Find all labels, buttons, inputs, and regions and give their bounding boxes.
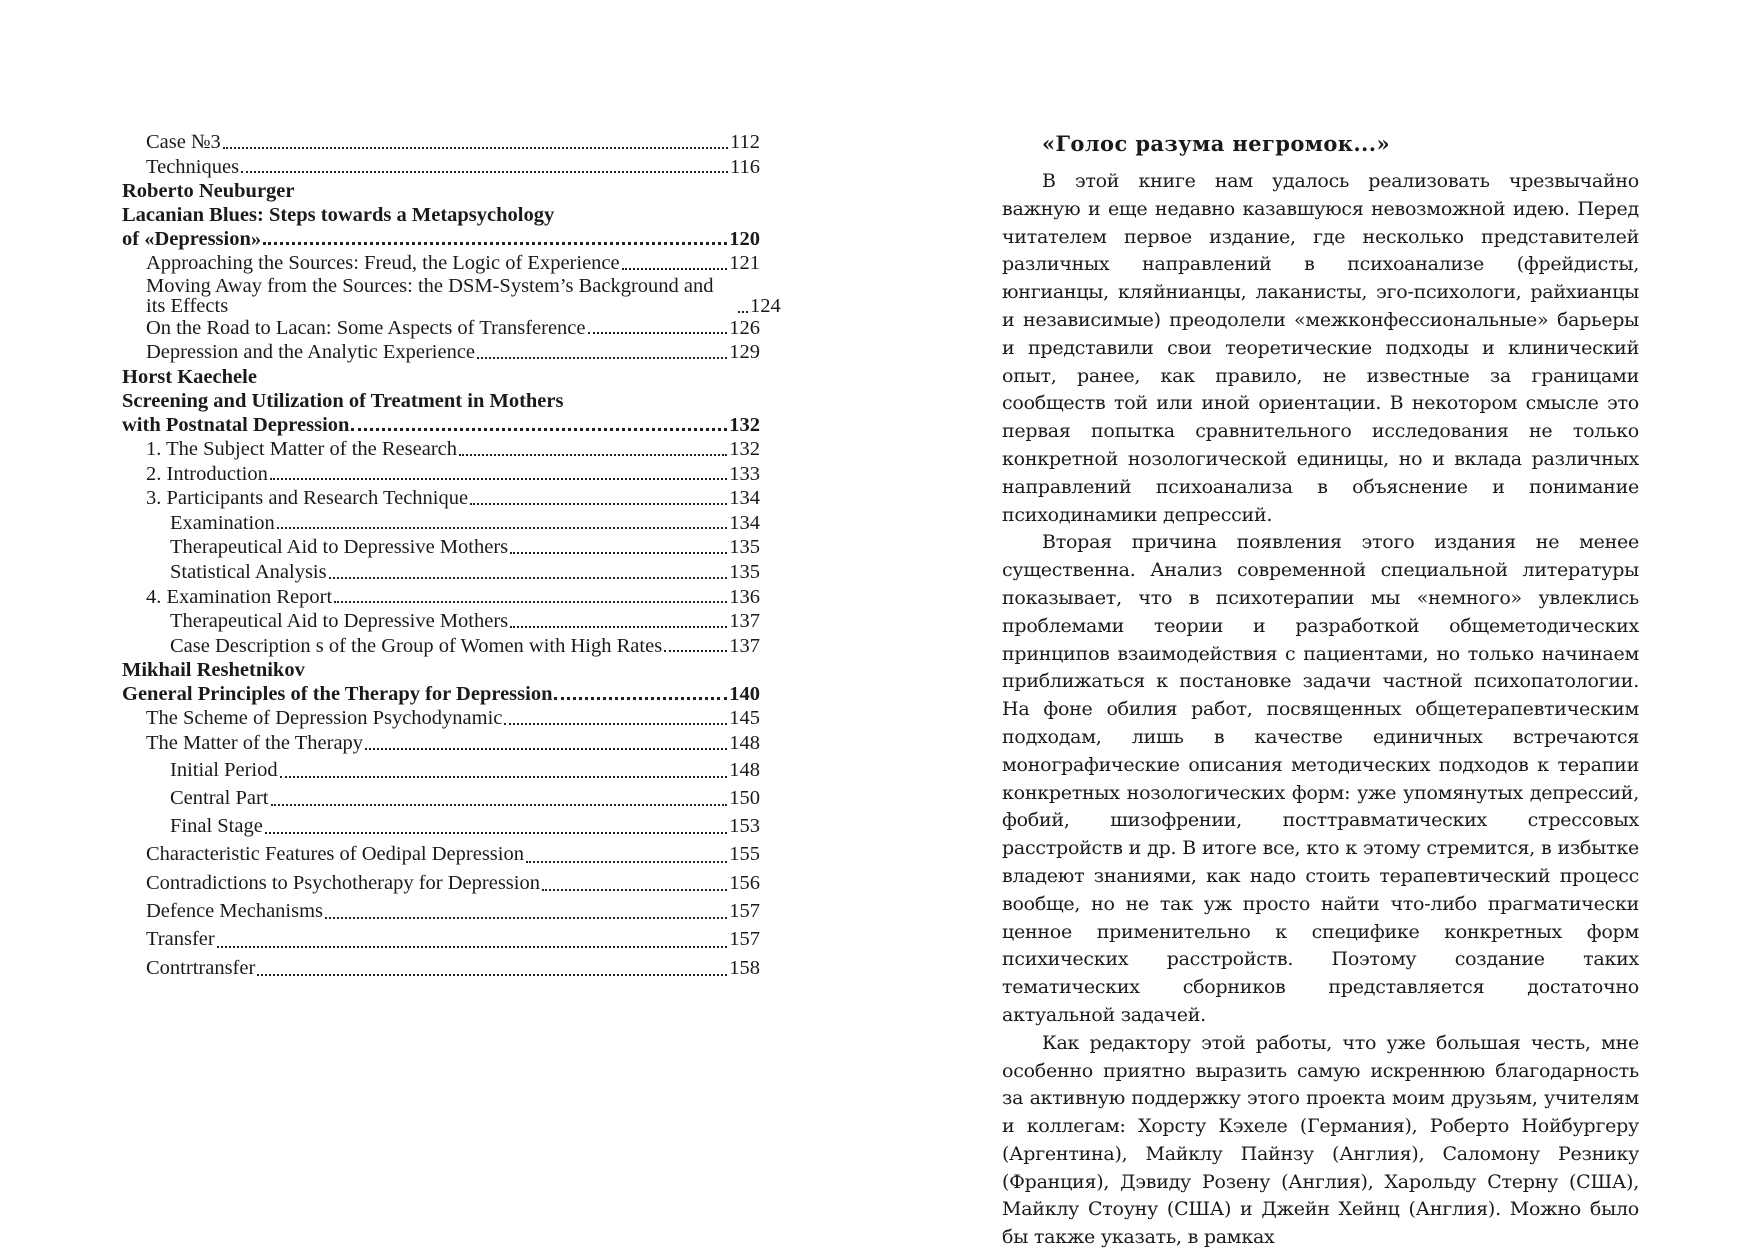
table-of-contents bbox=[122, 130, 781, 982]
toc-author: Roberto Neuburger bbox=[122, 180, 295, 203]
dot-leader bbox=[280, 776, 728, 778]
toc-entry-label: Therapeutical Aid to Depressive Mothers bbox=[170, 536, 509, 559]
toc-page-number: 155 bbox=[729, 843, 760, 866]
dot-leader bbox=[588, 332, 728, 334]
toc-page-number: 116 bbox=[730, 155, 760, 178]
toc-entry bbox=[122, 954, 760, 982]
toc-entry-label: Approaching the Sources: Freud, the Logic of Experience bbox=[146, 252, 620, 275]
toc-page-number: 140 bbox=[729, 683, 760, 706]
toc-page-number: 150 bbox=[729, 786, 760, 809]
toc-entry bbox=[122, 869, 760, 897]
toc-page-number: 157 bbox=[729, 899, 760, 922]
toc-chapter-title-row bbox=[122, 227, 760, 251]
dot-leader bbox=[257, 974, 727, 976]
dot-leader bbox=[510, 552, 727, 554]
toc-entry bbox=[122, 731, 760, 756]
toc-chapter-title: of «Depression» bbox=[122, 228, 262, 251]
toc-entry-label: Contradictions to Psychotherapy for Depression bbox=[146, 871, 540, 894]
toc-page-number: 148 bbox=[729, 731, 760, 754]
toc-entry bbox=[122, 462, 760, 487]
toc-entry-label: Central Part bbox=[170, 786, 269, 809]
toc-page-number: 135 bbox=[729, 536, 760, 559]
toc-page-number: 156 bbox=[729, 871, 760, 894]
dot-leader bbox=[622, 268, 728, 270]
dot-leader bbox=[223, 147, 728, 149]
toc-chapter-title: Lacanian Blues: Steps towards a Metapsychology bbox=[122, 204, 555, 227]
dot-leader bbox=[265, 832, 727, 834]
article-paragraph-1: В этой книге нам удалось реализовать чрезвычайно важную и еще недавно казавшуюся невозможной идею. Перед читателем первое издание, где несколько представителей различных направлений в психоанализе (фрейдисты, юнгианцы, кляйнианцы, лаканисты, эго-психологи, райхианцы и независимые) преодолели «межконфессиональные» барьеры и представили свои теоретические подходы и клинический опыт, ранее, как правило, не известные за границами сообществ той или иной ориентации. В некотором смысле это первая попытка сравнительного исследования не только конкретной нозологической единицы, но и вклада различных направлений психоанализа в объяснение и понимание психодинамики депрессий. bbox=[1002, 170, 1639, 526]
toc-entry bbox=[122, 784, 760, 812]
toc-entry-label: Statistical Analysis bbox=[170, 560, 327, 583]
toc-section bbox=[122, 658, 760, 982]
dot-leader bbox=[277, 527, 727, 529]
toc-entry bbox=[122, 925, 760, 953]
toc-entry-label: Transfer bbox=[146, 928, 215, 951]
toc-entry-label: Techniques bbox=[146, 155, 240, 178]
toc-entry bbox=[122, 316, 760, 341]
dot-leader bbox=[738, 311, 748, 313]
toc-entry-label: Depression and the Analytic Experience bbox=[146, 341, 476, 364]
toc-entry-label: Defence Mechanisms bbox=[146, 899, 324, 922]
toc-entry-label: 3. Participants and Research Technique bbox=[146, 487, 469, 510]
dot-leader bbox=[270, 478, 727, 480]
toc-entry bbox=[122, 840, 760, 868]
toc-entry bbox=[122, 634, 760, 659]
dot-leader bbox=[329, 577, 728, 579]
toc-entry-label: The Scheme of Depression Psychodynamic bbox=[146, 707, 503, 730]
toc-page-number: 134 bbox=[729, 511, 760, 534]
toc-entry bbox=[122, 706, 760, 731]
toc-entry bbox=[122, 897, 760, 925]
toc-chapter-title: General Principles of the Therapy for Depression bbox=[122, 683, 553, 706]
dot-leader bbox=[271, 804, 728, 806]
dot-leader bbox=[325, 917, 727, 919]
toc-page-number: 132 bbox=[729, 413, 760, 436]
dot-leader bbox=[459, 454, 727, 456]
dot-leader bbox=[554, 697, 727, 700]
toc-author: Horst Kaechele bbox=[122, 365, 257, 388]
toc-entry bbox=[122, 560, 760, 585]
toc-page-number: 137 bbox=[729, 634, 760, 657]
dot-leader bbox=[477, 357, 727, 359]
toc-section bbox=[122, 365, 760, 658]
toc-entry-label: 4. Examination Report bbox=[146, 585, 333, 608]
toc-chapter-title: Screening and Utilization of Treatment in Mothers bbox=[122, 389, 564, 412]
toc-entry-label: Initial Period bbox=[170, 758, 278, 781]
toc-entry bbox=[122, 609, 760, 634]
toc-page-number: 129 bbox=[729, 341, 760, 364]
dot-leader bbox=[334, 601, 727, 603]
article-paragraph-2: Вторая причина появления этого издания не менее существенна. Анализ современной специальной литературы показывает, что в психотерапии мы «немного» увлеклись проблемами теории и разработкой общеметодических принципов взаимодействия с пациентами, но только начинаем приближаться к постановке задачи частной психопатологии. На фоне обилия работ, посвященных общетерапевтическим подходам, лишь в качестве единичных встречаются монографические описания методических подходов к терапии конкретных нозологических форм: уже упомянутых депрессий, фобий, шизофрении, посттравматических стрессовых расстройств и др. В итоге все, кто к этому стремится, в избытке владеют знаниями, как надо стоить терапевтический процесс вообще, но не так уж просто найти что-либо прагматически ценное применительно к специфике конкретных форм психических расстройств. Поэтому создание таких тематических сборников представляется достаточно актуальной задачей. bbox=[1002, 531, 1639, 1026]
toc-entry bbox=[122, 251, 760, 276]
article-paragraph-3: Как редактору этой работы, что уже большая честь, мне особенно приятно выразить самую искреннюю благодарность за активную поддержку этого проекта моим друзьям, учителям и коллегам: Хорсту Кэхеле (Германия), Роберто Нойбургеру (Аргентина), Майклу Пайнзу (Англия), Саломону Резнику (Франция), Дэвиду Розену (Англия), Харольду Стерну (США), Майклу Стоуну (США) и Джейн Хейнц (Англия). Можно было бы также указать, в рамках bbox=[1002, 1031, 1639, 1249]
toc-page-number: 126 bbox=[729, 316, 760, 339]
toc-entry-label: Contrtransfer bbox=[146, 956, 256, 979]
toc-page-number: 134 bbox=[729, 487, 760, 510]
toc-page-number: 153 bbox=[729, 815, 760, 838]
dot-leader bbox=[263, 242, 727, 245]
toc-entry-label: Moving Away from the Sources: the DSM-System’s Background and its Effects bbox=[146, 274, 714, 317]
toc-entry-label: Case №3 bbox=[146, 131, 221, 153]
toc-entry-label: Therapeutical Aid to Depressive Mothers bbox=[170, 610, 509, 633]
toc-entry bbox=[122, 340, 760, 365]
toc-entry bbox=[122, 486, 760, 511]
dot-leader bbox=[526, 861, 727, 863]
article-heading: «Голос разума негромок...» bbox=[1042, 131, 1390, 156]
toc-entry-label: Characteristic Features of Oedipal Depression bbox=[146, 843, 524, 866]
toc-entry bbox=[122, 756, 760, 784]
toc-page-number: 133 bbox=[729, 462, 760, 485]
toc-page-number: 148 bbox=[729, 758, 760, 781]
toc-entry-label: The Matter of the Therapy bbox=[146, 731, 364, 754]
dot-leader bbox=[504, 723, 727, 725]
toc-entry bbox=[122, 535, 760, 560]
toc-entry bbox=[122, 812, 760, 840]
toc-page-number: 132 bbox=[729, 437, 760, 460]
toc-page-number: 120 bbox=[729, 228, 760, 251]
dot-leader bbox=[542, 889, 727, 891]
toc-entry bbox=[122, 130, 760, 155]
toc-entry-label: 1. The Subject Matter of the Research bbox=[146, 437, 458, 460]
toc-page-number: 112 bbox=[730, 131, 760, 153]
toc-entry-label: Examination bbox=[170, 511, 275, 534]
toc-section bbox=[122, 130, 760, 179]
dot-leader bbox=[510, 626, 727, 628]
toc-page-number: 157 bbox=[729, 928, 760, 951]
toc-entry-label: 2. Introduction bbox=[146, 462, 268, 485]
toc-chapter-title: with Postnatal Depression bbox=[122, 413, 350, 436]
dot-leader bbox=[365, 748, 727, 750]
toc-entry bbox=[122, 437, 760, 462]
toc-page-number: 158 bbox=[729, 956, 760, 979]
toc-entry bbox=[122, 585, 760, 610]
toc-section bbox=[122, 179, 781, 365]
toc-page-number: 124 bbox=[750, 294, 781, 317]
toc-entry bbox=[122, 274, 781, 317]
dot-leader bbox=[351, 428, 727, 431]
toc-chapter-title-row bbox=[122, 682, 760, 706]
toc-page-number: 136 bbox=[729, 585, 760, 608]
toc-page-number: 135 bbox=[729, 560, 760, 583]
toc-entry bbox=[122, 511, 760, 536]
dot-leader bbox=[217, 946, 728, 948]
toc-page-number: 137 bbox=[729, 610, 760, 633]
dot-leader bbox=[470, 503, 727, 505]
dot-leader bbox=[664, 650, 727, 652]
toc-chapter-title-row bbox=[122, 413, 760, 437]
toc-entry-label: On the Road to Lacan: Some Aspects of Transference bbox=[146, 316, 586, 339]
toc-entry-label: Case Description s of the Group of Women with High Rates bbox=[170, 634, 663, 657]
dot-leader bbox=[241, 171, 728, 173]
toc-entry-label: Final Stage bbox=[170, 815, 263, 838]
article-page bbox=[1002, 130, 1639, 1252]
toc-entry bbox=[122, 155, 760, 180]
toc-page-number: 121 bbox=[729, 252, 760, 275]
toc-author: Mikhail Reshetnikov bbox=[122, 659, 305, 682]
toc-page-number: 145 bbox=[729, 707, 760, 730]
